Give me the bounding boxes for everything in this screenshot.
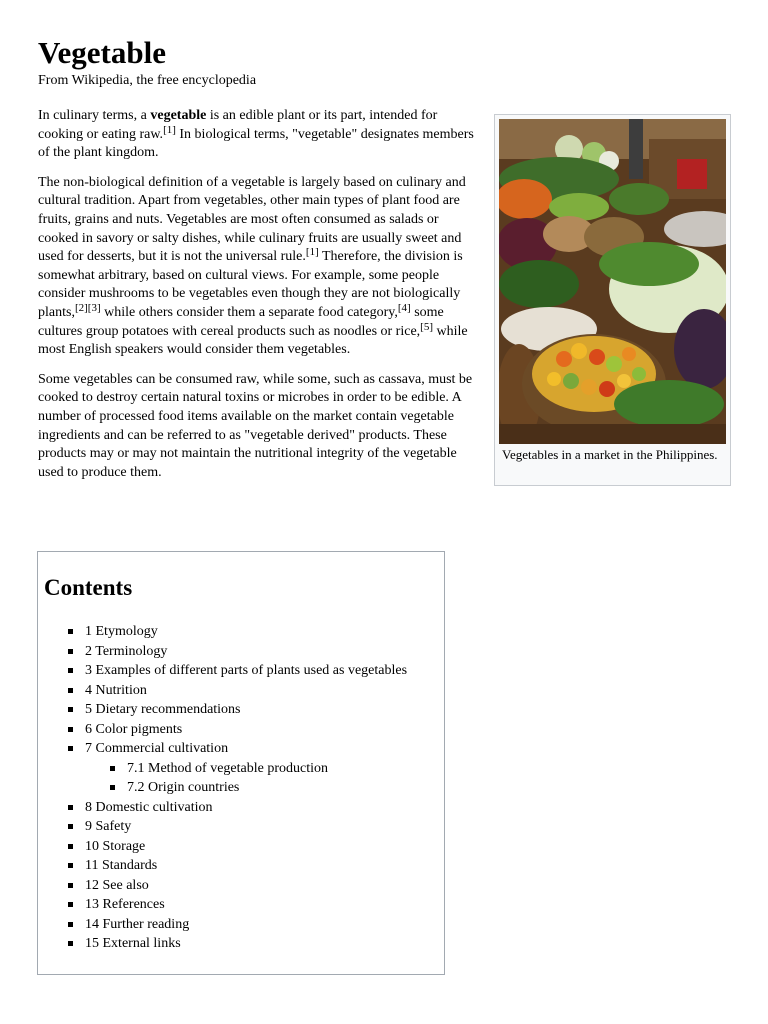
table-of-contents [37, 551, 445, 975]
bullet-icon [68, 649, 73, 654]
citation-link-3[interactable]: [3] [87, 301, 101, 314]
toc-item [38, 856, 407, 876]
bullet-icon [68, 805, 73, 810]
p2-text-4: some cultures group potatoes with cereal products such as noodles or rice, [38, 304, 444, 339]
p1-bold-term: vegetable [150, 108, 207, 123]
toc-link[interactable]: 12 See also [85, 877, 149, 893]
toc-list [38, 622, 407, 954]
vegetable-market-photo[interactable] [499, 119, 726, 444]
image-thumbnail [494, 114, 731, 486]
bullet-icon [68, 668, 73, 673]
toc-item [38, 798, 407, 818]
citation-link-4[interactable]: [4] [397, 301, 411, 314]
paragraph-1 [38, 107, 474, 163]
paragraph-2 [38, 174, 474, 360]
citation-link-5[interactable]: [5] [420, 320, 433, 333]
p2-text-1: The non-biological definition of a vegetable is largely based on culinary and cultural tradition. Apart from vegetables, other main types of plant food are fruits, grains and nuts. Vegetables are most often consumed as salads or cooked in savory or salty dishes, while culinary fruits are usually sweet and used for desserts, but it is not the universal rule. [38, 174, 466, 265]
p2-text-3: while others consider them a separate food category, [100, 304, 398, 320]
toc-link[interactable]: 11 Standards [85, 858, 158, 873]
toc-item [38, 739, 407, 759]
bullet-icon [68, 746, 73, 751]
toc-link[interactable]: 9 Safety [85, 819, 132, 834]
toc-link[interactable]: 10 Storage [85, 838, 146, 854]
toc-item [38, 700, 407, 720]
p1-text-1: In culinary terms, a [38, 108, 151, 123]
p2-text-2: Therefore, the division is somewhat arbitrary, based on cultural views. For example, some people consider mushrooms to be vegetables even though they are not biologically plants, [38, 249, 463, 320]
toc-link[interactable]: 1 Etymology [85, 624, 158, 639]
toc-link[interactable]: 3 Examples of different parts of plants used as vegetables [85, 663, 408, 678]
toc-item [38, 622, 407, 642]
site-tagline: From Wikipedia, the free encyclopedia [38, 73, 257, 88]
toc-item [38, 837, 407, 857]
toc-link[interactable]: 4 Nutrition [85, 682, 147, 698]
toc-title: Contents [44, 575, 133, 600]
bullet-icon [68, 902, 73, 907]
toc-link[interactable]: 2 Terminology [85, 643, 168, 659]
toc-link[interactable]: 5 Dietary recommendations [85, 702, 241, 717]
toc-item [38, 895, 407, 915]
article-body [38, 107, 474, 493]
image-caption: Vegetables in a market in the Philippines. [502, 447, 718, 462]
toc-item [38, 681, 407, 701]
bullet-icon [68, 922, 73, 927]
toc-item [38, 876, 407, 896]
toc-item [38, 934, 407, 954]
toc-link[interactable]: 8 Domestic cultivation [85, 799, 213, 815]
bullet-icon [68, 883, 73, 888]
toc-item [38, 759, 407, 779]
citation-link-1[interactable]: [1] [163, 123, 176, 136]
citation-link-2[interactable]: [2] [74, 301, 88, 314]
bullet-icon [68, 629, 73, 634]
toc-item [38, 661, 407, 681]
bullet-icon [68, 707, 73, 712]
toc-item [38, 642, 407, 662]
toc-link[interactable]: 7.2 Origin countries [127, 780, 240, 795]
p1-text-2: is an edible plant or its part, intended for cooking or eating raw. [38, 108, 438, 142]
bullet-icon [110, 766, 115, 771]
toc-link[interactable]: 7.1 Method of vegetable production [127, 760, 329, 776]
page-title: Vegetable [38, 35, 166, 70]
bullet-icon [68, 941, 73, 946]
toc-item [38, 915, 407, 935]
toc-item [38, 817, 407, 837]
bullet-icon [68, 824, 73, 829]
toc-item [38, 778, 407, 798]
bullet-icon [68, 844, 73, 849]
toc-link[interactable]: 7 Commercial cultivation [85, 741, 229, 756]
toc-link[interactable]: 15 External links [85, 936, 181, 951]
toc-link[interactable]: 6 Color pigments [85, 721, 183, 737]
p1-text-3: In biological terms, "vegetable" designates members of the plant kingdom. [38, 126, 474, 161]
citation-link-1b[interactable]: [1] [305, 246, 319, 259]
bullet-icon [68, 727, 73, 732]
toc-link[interactable]: 14 Further reading [85, 916, 190, 932]
toc-item [38, 720, 407, 740]
bullet-icon [68, 688, 73, 693]
bullet-icon [68, 863, 73, 868]
paragraph-3: Some vegetables can be consumed raw, while some, such as cassava, must be cooked to destroy certain natural toxins or microbes in order to be edible. A number of processed food items available on the market contain vegetable ingredients and can be referred to as "vegetable derived" products. These products may or may not maintain the nutritional integrity of the vegetable used to produce them. [38, 371, 473, 480]
toc-link[interactable]: 13 References [85, 897, 165, 912]
bullet-icon [110, 785, 115, 790]
p2-text-5: while most English speakers would consider them vegetables. [38, 323, 468, 358]
